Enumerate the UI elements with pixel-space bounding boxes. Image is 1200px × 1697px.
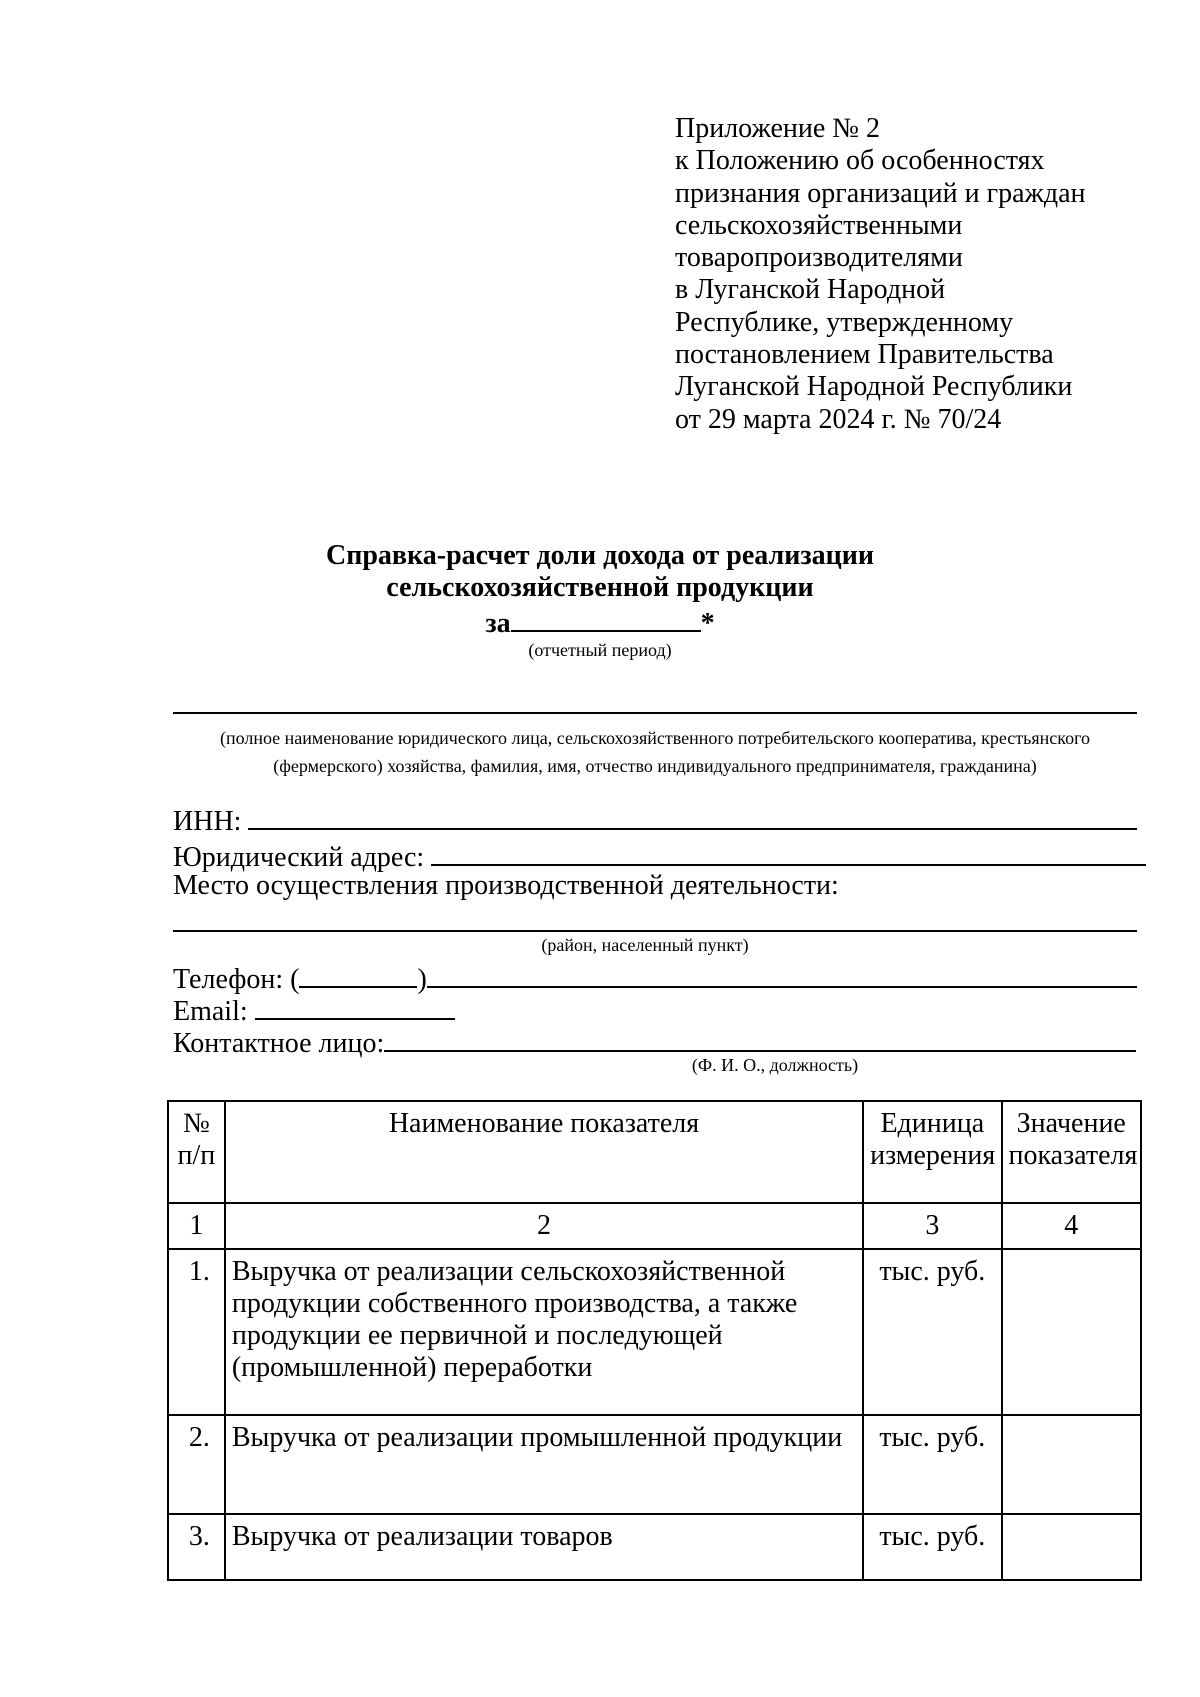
place-label: Место осуществления производственной деятельности: [173,870,839,901]
address-field [173,838,1146,874]
email-input-line[interactable] [255,992,455,1020]
table-header-row [168,1101,1141,1203]
document-title [0,540,1200,604]
row-unit: тыс. руб. [863,1415,1001,1514]
place-field [173,870,839,902]
appendix-line: в Луганской Народной [675,274,946,306]
column-number: 1 [168,1203,225,1249]
period-blank[interactable] [511,606,701,632]
contact-caption: (Ф. И. О., должность) [691,1055,859,1075]
row-name: Выручка от реализации сельскохозяйственной продукции собственного производства, а также продукции ее первичной и последующей (промышленной) переработки [225,1249,863,1415]
appendix-line: товаропроизводителями [675,242,963,274]
row-number: 2. [168,1415,225,1514]
table-row [168,1514,1141,1580]
appendix-line: Республике, утвержденному [675,306,1014,338]
column-number: 3 [863,1203,1001,1249]
row-unit: тыс. руб. [863,1514,1001,1580]
org-name-caption: (полное наименование юридического лица, сельскохозяйственного потребительского кооператива, крестьянского (фермерского) хозяйства, фамилия, имя, отчество индивидуального предпринимателя, гражданина) [219,728,1091,776]
phone-number-line[interactable] [427,960,1137,988]
org-name-line[interactable] [173,712,1137,714]
phone-label: Телефон: ( [173,964,300,995]
header-name: Наименование показателя [225,1101,863,1203]
phone-field [173,960,1137,996]
contact-input-line[interactable] [384,1024,1136,1052]
row-value-cell[interactable] [1002,1415,1142,1514]
period-asterisk: * [700,608,715,639]
column-number: 4 [1002,1203,1142,1249]
phone-paren: ) [417,964,427,995]
appendix-header [675,113,1175,436]
header-number: № п/п [168,1101,225,1203]
inn-field [173,802,1137,838]
address-label: Юридический адрес: [173,842,425,873]
row-name: Выручка от реализации промышленной продукции [225,1415,863,1514]
row-number: 1. [168,1249,225,1415]
email-label: Email: [173,996,248,1027]
appendix-line: сельскохозяйственными [675,209,963,241]
period-row [0,606,1200,640]
title-line-1: Справка-расчет доли дохода от реализации [325,540,874,571]
appendix-line: Приложение № 2 [675,113,880,144]
row-number: 3. [168,1514,225,1580]
row-value-cell[interactable] [1002,1514,1142,1580]
appendix-line: от 29 марта 2024 г. № 70/24 [675,403,1002,435]
inn-input-line[interactable] [248,802,1137,830]
row-value-cell[interactable] [1002,1249,1142,1415]
table-row [168,1249,1141,1415]
header-unit: Единица измерения [863,1101,1001,1203]
header-value: Значение показателя [1002,1101,1142,1203]
appendix-line: к Положению об особенностях [675,145,1045,177]
indicators-table [167,1100,1142,1581]
appendix-line: признания организаций и граждан [675,177,1086,209]
column-numbers-row [168,1203,1141,1249]
phone-code-line[interactable] [299,960,417,988]
place-input-line[interactable] [173,930,1137,932]
period-caption: (отчетный период) [528,640,672,660]
appendix-line: постановлением Правительства [675,339,1054,371]
address-input-line[interactable] [431,838,1146,866]
column-number: 2 [225,1203,863,1249]
inn-label: ИНН: [173,806,242,837]
row-name: Выручка от реализации товаров [225,1514,863,1580]
title-line-2: сельскохозяйственной продукции [386,572,814,603]
appendix-line: Луганской Народной Республики [675,371,1073,403]
email-field [173,992,455,1028]
contact-label: Контактное лицо: [173,1028,385,1059]
district-caption: (район, населенный пункт) [541,935,749,955]
period-prefix: за [485,608,511,639]
table-row [168,1415,1141,1514]
row-unit: тыс. руб. [863,1249,1001,1415]
